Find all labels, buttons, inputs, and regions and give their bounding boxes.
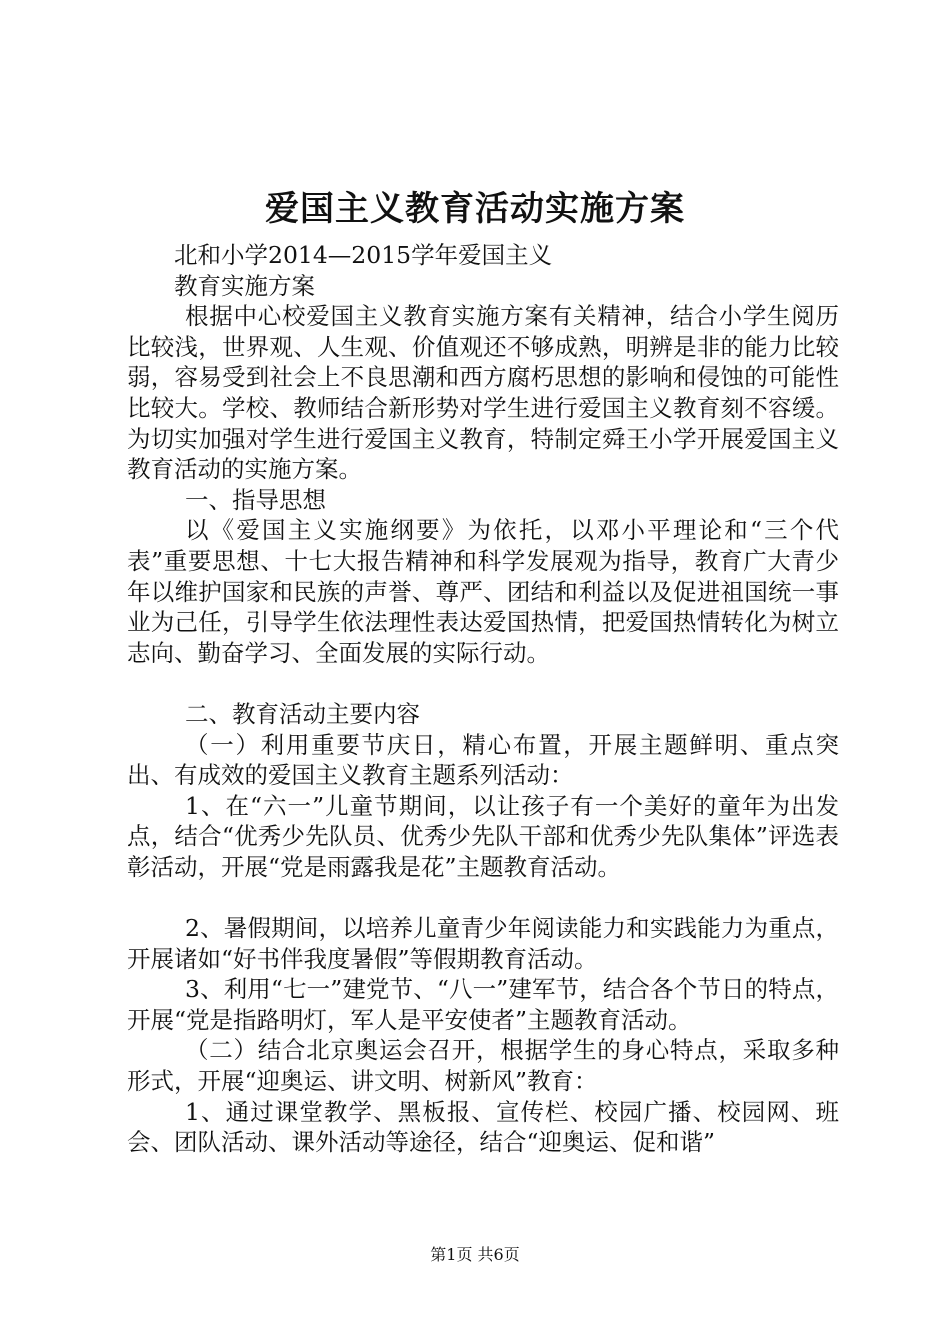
section-heading-guiding-thought: 一、指导思想 — [185, 485, 326, 514]
paragraph-spacer — [127, 882, 839, 913]
section-heading-main-content: 二、教育活动主要内容 — [185, 699, 420, 728]
list-item-paragraph: 2、暑假期间，以培养儿童青少年阅读能力和实践能力为重点，开展诸如“好书伴我度暑假”等假期教育活动。 — [127, 914, 839, 973]
subtitle-line-2: 教育实施方案 — [174, 271, 315, 300]
guiding-thought-paragraph: 以《爱国主义实施纲要》为依托，以邓小平理论和“三个代表”重要思想、十七大报告精神和科学发展观为指导，教育广大青少年以维护国家和民族的声誉、尊严、团结和利益以及促进祖国统一事业为己任，引导学生依法理性表达爱国热情，把爱国热情转化为树立志向、勤奋学习、全面发展的实际行动。 — [127, 516, 839, 667]
subsection-paragraph-2: （二）结合北京奥运会召开，根据学生的身心特点，采取多种形式，开展“迎奥运、讲文明、树新风”教育： — [127, 1036, 839, 1096]
paragraph-spacer — [127, 668, 839, 699]
list-item-paragraph: 1、在“六一”儿童节期间，以让孩子有一个美好的童年为出发点，结合“优秀少先队员、优秀少先队干部和优秀少先队集体”评选表彰活动，开展“党是雨露我是花”主题教育活动。 — [127, 791, 839, 881]
page-footer: 第1页 共6页 — [430, 1245, 520, 1264]
intro-paragraph: 根据中心校爱国主义教育实施方案有关精神，结合小学生阅历比较浅，世界观、人生观、价值观还不够成熟，明辨是非的能力比较弱，容易受到社会上不良思潮和西方腐朽思想的影响和侵蚀的可能性比较大。学校、教师结合新形势对学生进行爱国主义教育刻不容缓。为切实加强对学生进行爱国主义教育，特制定舜王小学开展爱国主义教育活动的实施方案。 — [127, 302, 839, 484]
list-item-paragraph: 3、利用“七一”建党节、“八一”建军节，结合各个节日的特点，开展“党是指路明灯，军人是平安使者”主题教育活动。 — [127, 975, 839, 1034]
list-item-paragraph: 1、通过课堂教学、黑板报、宣传栏、校园广播、校园网、班会、团队活动、课外活动等途径，结合“迎奥运、促和谐” — [127, 1097, 839, 1157]
subtitle-line-1: 北和小学2014—2015学年爱国主义 — [174, 241, 553, 269]
subsection-paragraph-1: （一）利用重要节庆日，精心布置，开展主题鲜明、重点突出、有成效的爱国主义教育主题系列活动： — [127, 730, 839, 790]
document-title: 爱国主义教育活动实施方案 — [265, 189, 685, 229]
document-body — [127, 240, 839, 1158]
